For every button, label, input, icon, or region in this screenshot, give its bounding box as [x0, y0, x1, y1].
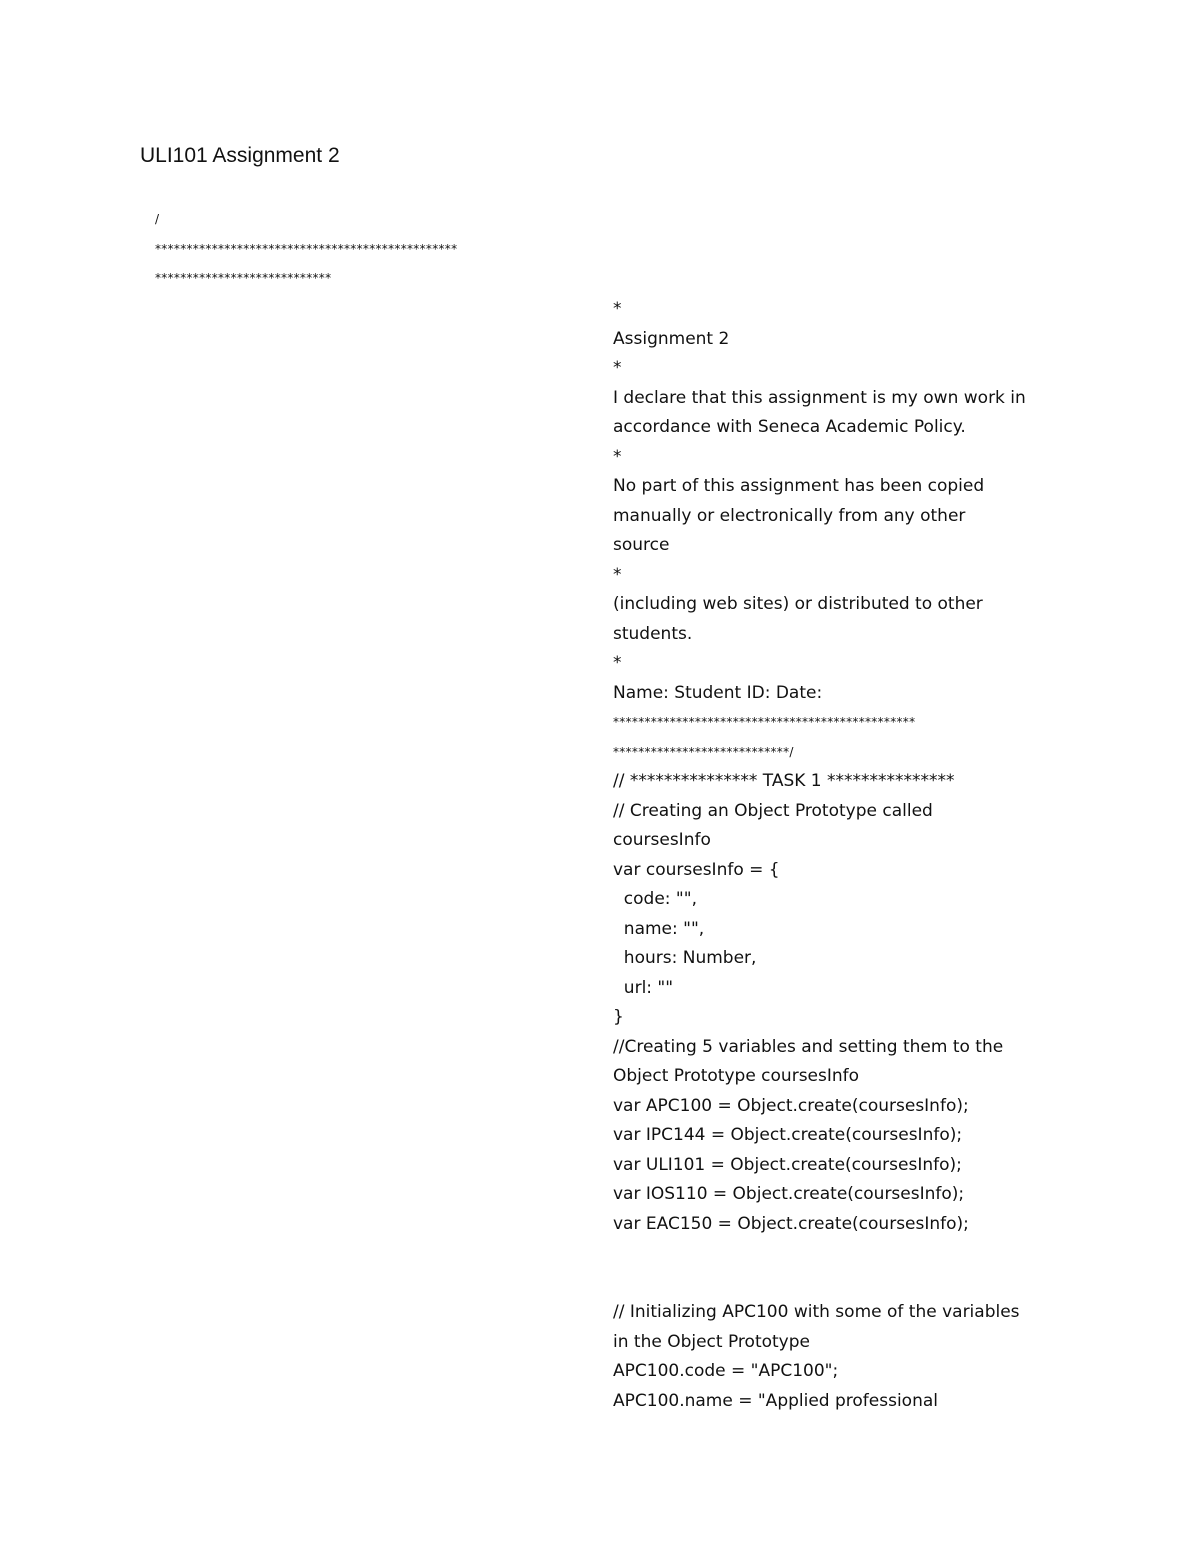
code-line: // Creating an Object Prototype called — [613, 800, 933, 821]
code-line: var IOS110 = Object.create(coursesInfo); — [613, 1184, 965, 1204]
code-line: * — [613, 653, 622, 673]
code-line: Name: Student ID: Date: — [613, 682, 823, 703]
code-line: * — [613, 299, 622, 319]
code-line: Object Prototype coursesInfo — [613, 1066, 860, 1086]
blank-line — [613, 1239, 1073, 1269]
code-line: APC100.name = "Applied professional — [613, 1390, 939, 1411]
code-line: accordance with Seneca Academic Policy. — [613, 417, 966, 437]
code-line: } — [613, 1007, 624, 1027]
code-line: name: "", — [613, 918, 705, 939]
code-line: students. — [613, 623, 693, 644]
code-body — [613, 295, 1073, 1416]
asterisk-rule: ****************************/ — [613, 744, 794, 759]
code-line: //Creating 5 variables and setting them to the — [613, 1036, 1004, 1057]
asterisk-rule: ************************************************ — [155, 241, 458, 256]
blank-line — [613, 1269, 1073, 1299]
code-line: * — [613, 446, 622, 467]
code-line: hours: Number, — [613, 948, 757, 968]
code-line: No part of this assignment has been copied — [613, 476, 985, 496]
code-line: // *************** TASK 1 *************** — [613, 771, 955, 791]
asterisk-rule: ************************************************ — [613, 715, 916, 729]
code-line: in the Object Prototype — [613, 1331, 810, 1352]
document-title: ULI101 Assignment 2 — [140, 144, 340, 167]
code-line: APC100.code = "APC100"; — [613, 1361, 839, 1381]
code-line: (including web sites) or distributed to other — [613, 594, 983, 614]
code-line: // Initializing APC100 with some of the variables — [613, 1302, 1020, 1322]
code-line: manually or electronically from any other — [613, 505, 966, 526]
code-line: source — [613, 535, 670, 555]
code-line: var IPC144 = Object.create(coursesInfo); — [613, 1125, 963, 1145]
code-line: * — [613, 564, 622, 585]
code-line: * — [613, 358, 622, 378]
comment-header-block — [155, 205, 595, 294]
code-line: code: "", — [613, 889, 697, 909]
code-line: Assignment 2 — [613, 328, 730, 349]
code-line: var EAC150 = Object.create(coursesInfo); — [613, 1213, 969, 1234]
code-line: var coursesInfo = { — [613, 859, 780, 880]
code-line: url: "" — [613, 977, 674, 998]
code-line: I declare that this assignment is my own work in — [613, 387, 1026, 408]
code-line: var ULI101 = Object.create(coursesInfo); — [613, 1154, 962, 1175]
comment-open-slash: / — [155, 212, 160, 226]
code-line: var APC100 = Object.create(coursesInfo); — [613, 1095, 969, 1116]
code-line: coursesInfo — [613, 830, 711, 850]
asterisk-rule: **************************** — [155, 271, 332, 285]
